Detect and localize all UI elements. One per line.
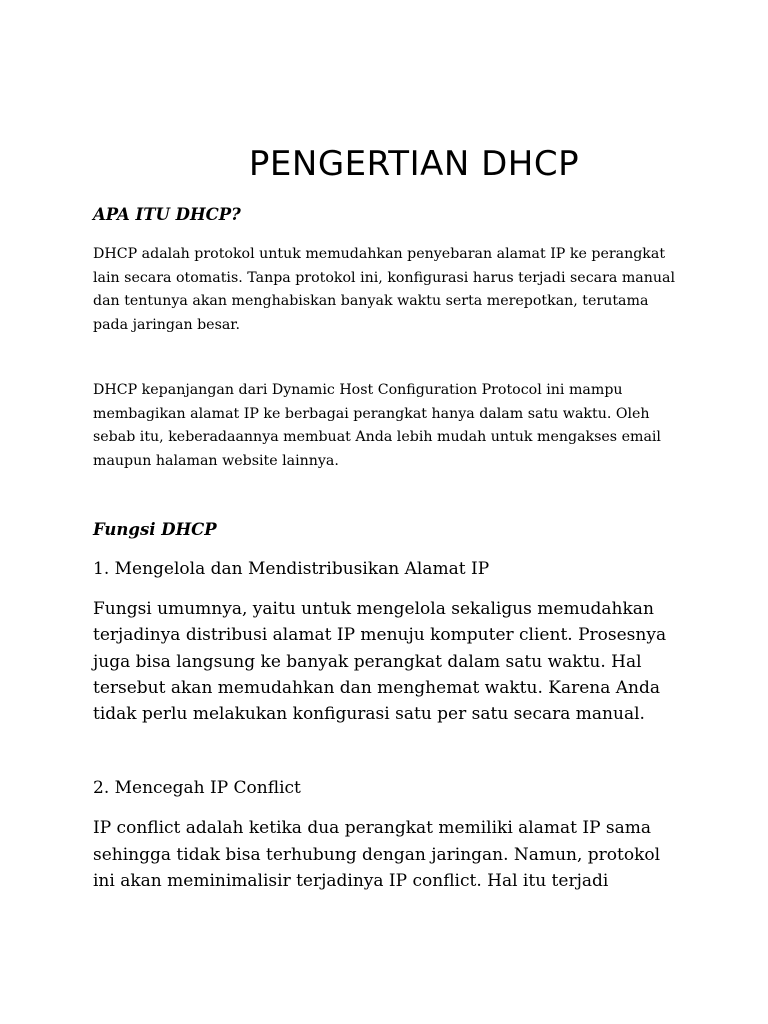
paragraph-kepanjangan: DHCP kepanjangan dari Dynamic Host Configuration Protocol ini mampu membagikan alamat IP ke berbagai perangkat hanya dalam satu waktu. Oleh sebab itu, keberadaannya membuat Anda lebih mudah untuk mengakses email maupun halaman website lainnya. [93,382,661,469]
page-title: PENGERTIAN DHCP [248,144,580,184]
document-body [93,203,683,894]
section-heading-fungsi-dhcp: Fungsi DHCP [93,520,217,539]
subheading-ip-conflict: 2. Mencegah IP Conflict [93,778,301,799]
subheading-mengelola: 1. Mengelola dan Mendistribusikan Alamat IP [93,559,490,579]
section-heading-apa-itu-dhcp: APA ITU DHCP? [93,205,241,224]
paragraph-ip-conflict: IP conflict adalah ketika dua perangkat memiliki alamat IP sama sehingga tidak bisa terhubung dengan jaringan. Namun, protokol ini akan meminimalisir terjadinya IP conflict. Hal itu terjadi [93,818,661,892]
paragraph-definition: DHCP adalah protokol untuk memudahkan penyebaran alamat IP ke perangkat lain secara otomatis. Tanpa protokol ini, konfigurasi harus terjadi secara manual dan tentunya akan menghabiskan banyak waktu serta merepotkan, terutama pada jaringan besar. [93,246,676,333]
paragraph-mengelola: Fungsi umumnya, yaitu untuk mengelola sekaligus memudahkan terjadinya distribusi alamat IP menuju komputer client. Prosesnya juga bisa langsung ke banyak perangkat dalam satu waktu. Hal tersebut akan memudahkan dan menghemat waktu. Karena Anda tidak perlu melakukan konfigurasi satu per satu secara manual. [93,599,667,725]
